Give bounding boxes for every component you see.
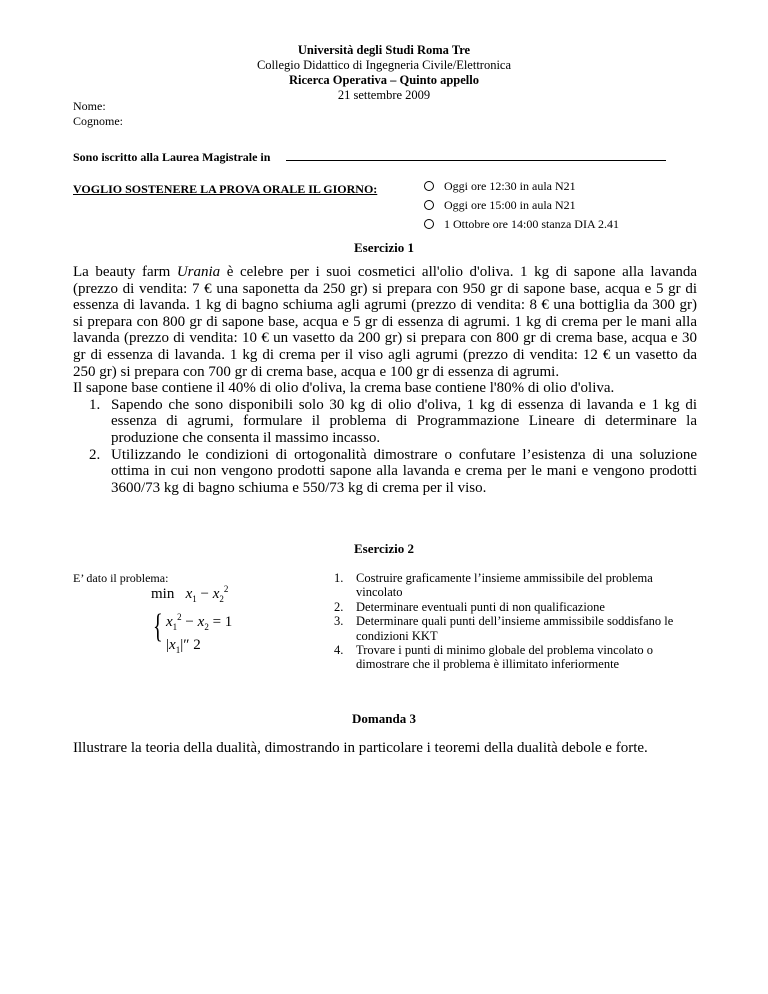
farm-name: Urania <box>176 264 221 280</box>
oral-exam-options <box>424 177 619 234</box>
list-item: 3. Determinare quali punti dell’insieme ammissibile soddisfano le condizioni KKT <box>334 614 674 643</box>
exercise1-body <box>73 264 697 496</box>
college-name: Collegio Didattico di Ingegneria Civile/Elettronica <box>256 58 512 72</box>
university-name: Università degli Studi Roma Tre <box>297 43 471 57</box>
course-title: Ricerca Operativa – Quinto appello <box>288 73 480 87</box>
exercise2-intro: E’ dato il problema: <box>73 571 169 585</box>
oral-option-3[interactable]: 1 Ottobre ore 14:00 stanza DIA 2.41 <box>424 215 619 234</box>
exercise1-paragraph: La beauty farm Urania è celebre per i suoi cosmetici all'olio d'oliva. 1 kg di sapone alla lavanda (prezzo di vendita: 7 € una saponetta da 250 gr) si prepara con 950 gr di sapone base, acqua e 5 gr di essenza di lavanda. 1 kg di bagno schiuma agli agrumi (prezzo di vendita: 8 € una bottiglia da 300 gr) si prepara con 800 gr di sapone base, acqua e 5 gr di essenza di agrumi. 1 kg di crema per le mani alla lavanda (prezzo di vendita: 10 € un vasetto da 200 gr) si prepara con 800 gr di crema base, acqua e 30 gr di essenza di lavanda. 1 kg di crema per il viso agli agrumi (prezzo di vendita: 12 € un vasetto da 250 gr) si prepara con 700 gr di crema base, acqua e 100 gr di essenza di agrumi. <box>73 264 698 380</box>
radio-circle-icon[interactable] <box>424 181 434 191</box>
radio-circle-icon[interactable] <box>424 200 434 210</box>
question3-text: Illustrare la teoria della dualità, dimostrando in particolare i teoremi della dualità debole e forte. <box>73 740 648 756</box>
list-item: 1. Costruire graficamente l’insieme ammissibile del problema vincolato <box>334 571 653 600</box>
cognome-label: Cognome: <box>73 114 123 128</box>
list-item: 4. Trovare i punti di minimo globale del problema vincolato o dimostrare che il problema è illimitato inferiormente <box>334 643 654 672</box>
constraint-brace: { <box>153 608 163 645</box>
nome-label: Nome: <box>73 99 106 113</box>
exercise1-paragraph-2: Il sapone base contiene il 40% di olio d'oliva, la crema base contiene l'80% di olio d'oliva. <box>73 380 615 397</box>
list-item: 1. Sapendo che sono disponibili solo 30 kg di olio d'oliva, 1 kg di essenza di lavanda e 1 kg di essenza di agrumi, formulare il problema di Programmazione Lineare di determinare la produzione che consenta il massimo incasso. <box>89 396 697 446</box>
oral-option-1[interactable]: Oggi ore 12:30 in aula N21 <box>424 177 619 196</box>
oral-exam-label: VOGLIO SOSTENERE LA PROVA ORALE IL GIORNO: <box>73 182 378 196</box>
enrollment-blank-line[interactable] <box>286 160 666 161</box>
enrollment-label: Sono iscritto alla Laurea Magistrale in <box>73 150 271 164</box>
exercise1-title: Esercizio 1 <box>353 240 415 255</box>
radio-circle-icon[interactable] <box>424 219 434 229</box>
exercise2-list <box>334 571 674 672</box>
list-item: 2. Determinare eventuali punti di non qualificazione <box>334 599 605 614</box>
list-item: 2. Utilizzando le condizioni di ortogonalità dimostrare o confutare l’esistenza di una soluzione ottima in cui non vengono prodotti sapone alla lavanda e crema per le mani e vengono prodotti 3600/73 kg di bagno schiuma e 550/73 kg di crema per il viso. <box>89 446 697 496</box>
exercise1-list <box>89 397 697 497</box>
question3-title: Domanda 3 <box>352 711 416 726</box>
exam-date: 21 settembre 2009 <box>337 88 431 102</box>
exercise2-title: Esercizio 2 <box>353 541 415 556</box>
constraint-1: $x_1^2 - x_2 = 1$ <box>166 612 233 632</box>
constraint-2: $|x_1|''$ 2 <box>166 637 201 655</box>
objective-function: min $x_1 - x_2^2$ <box>151 584 229 604</box>
oral-option-2[interactable]: Oggi ore 15:00 in aula N21 <box>424 196 619 215</box>
